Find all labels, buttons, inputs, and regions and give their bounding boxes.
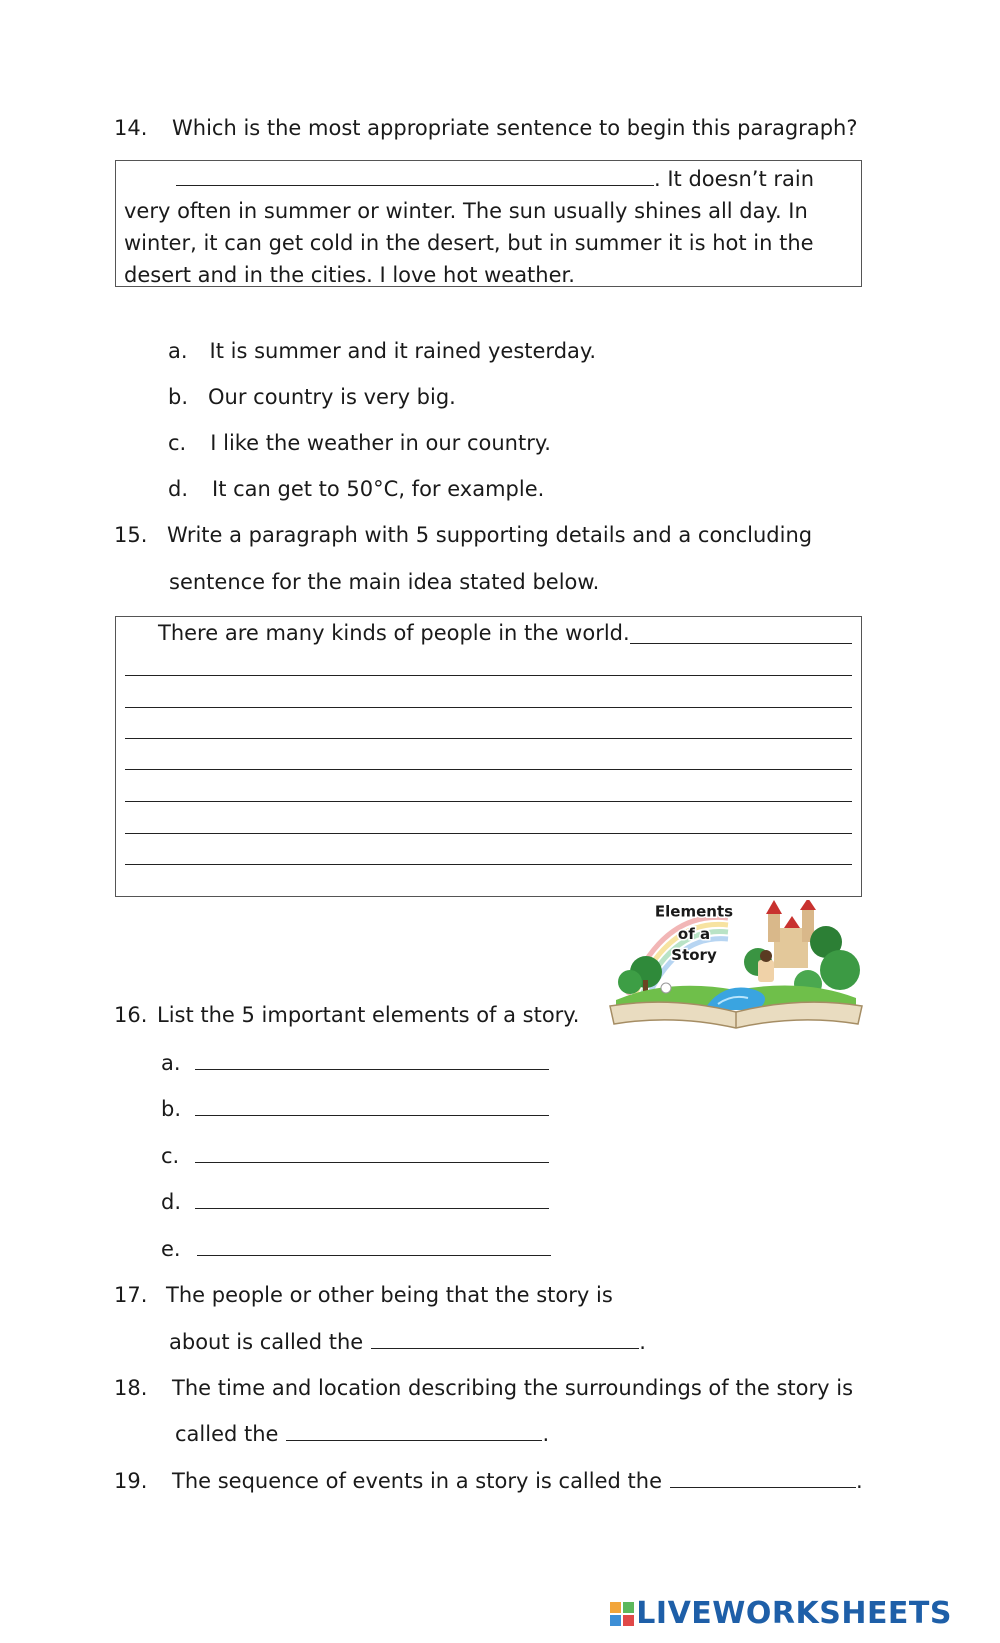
q15-writing-box <box>115 616 862 897</box>
q19-number: 19. <box>114 1469 148 1493</box>
q18-line2 <box>175 1422 549 1446</box>
illustration-title-line2: of a <box>677 925 711 943</box>
q14-paragraph-text: . It doesn’t rain very often in summer or winter. The sun usually shines all day. In winter, it can get cold in the desert, but in summer it is hot in the desert and in the cities. I love hot weather. <box>124 167 815 287</box>
q14-option-letter: d. <box>168 477 189 501</box>
q18-line2-prefix: called the <box>175 1422 279 1446</box>
q15-answer-line[interactable] <box>125 769 852 770</box>
q14-answer-blank[interactable] <box>176 167 654 186</box>
elements-of-story-illustration <box>608 900 864 1032</box>
q16-item-letter: a. <box>161 1051 181 1075</box>
q16-item-b <box>161 1097 549 1121</box>
q15-answer-line[interactable] <box>125 801 852 802</box>
q16-item-letter: b. <box>161 1097 182 1121</box>
q15-answer-line[interactable] <box>630 643 852 644</box>
q14-paragraph <box>124 163 851 291</box>
q14-option-text: It is summer and it rained yesterday. <box>209 339 597 363</box>
q14-option-d[interactable] <box>168 477 544 501</box>
q16-item-c <box>161 1144 549 1168</box>
q16-answer-blank[interactable] <box>195 1051 549 1070</box>
q18-line1: The time and location describing the surroundings of the story is <box>172 1376 854 1400</box>
q17-line1: The people or other being that the story is <box>166 1283 613 1307</box>
q18-number: 18. <box>114 1376 148 1400</box>
q16-item-letter: c. <box>161 1144 180 1168</box>
q15-main-idea: There are many kinds of people in the world. <box>158 621 630 645</box>
q17-answer-blank[interactable] <box>371 1330 639 1349</box>
q14-option-letter: c. <box>168 431 187 455</box>
q14-option-c[interactable] <box>168 431 551 455</box>
q16-item-letter: e. <box>161 1237 181 1261</box>
q16-answer-blank[interactable] <box>197 1237 551 1256</box>
q14-question: Which is the most appropriate sentence to begin this paragraph? <box>172 116 858 140</box>
q16-answer-blank[interactable] <box>195 1144 549 1163</box>
q16-item-letter: d. <box>161 1190 182 1214</box>
q16-item-d <box>161 1190 549 1214</box>
q16-answer-blank[interactable] <box>195 1190 549 1209</box>
q19-suffix: . <box>856 1469 863 1493</box>
q14-option-a[interactable] <box>168 339 596 363</box>
q15-number: 15. <box>114 523 148 547</box>
liveworksheets-brand: LIVEWORKSHEETS <box>636 1596 952 1631</box>
q19-line <box>172 1469 863 1493</box>
q15-answer-line[interactable] <box>125 675 852 676</box>
q15-answer-line[interactable] <box>125 707 852 708</box>
q14-paragraph-box <box>115 160 862 287</box>
q19-prefix: The sequence of events in a story is called the <box>172 1469 662 1493</box>
q16-number: 16. <box>114 1003 148 1027</box>
q16-question: List the 5 important elements of a story. <box>157 1003 580 1027</box>
q14-option-letter: b. <box>168 385 189 409</box>
q15-answer-line[interactable] <box>125 738 852 739</box>
q14-option-text: Our country is very big. <box>208 385 456 409</box>
q15-line1: Write a paragraph with 5 supporting details and a concluding <box>167 523 813 547</box>
q16-item-e <box>161 1237 551 1261</box>
q14-number: 14. <box>114 116 148 140</box>
illustration-title-line1: Elements <box>654 902 734 921</box>
liveworksheets-logo-icon <box>610 1602 634 1626</box>
q18-line2-suffix: . <box>542 1422 550 1446</box>
q15-line2: sentence for the main idea stated below. <box>169 570 600 594</box>
liveworksheets-logo <box>610 1596 952 1631</box>
q18-answer-blank[interactable] <box>286 1422 542 1441</box>
q17-number: 17. <box>114 1283 148 1307</box>
q16-item-a <box>161 1051 549 1075</box>
illustration-title-line3: Story <box>671 946 717 964</box>
q14-option-letter: a. <box>168 339 188 363</box>
q14-option-text: It can get to 50°C, for example. <box>212 477 545 501</box>
q14-option-text: I like the weather in our country. <box>210 431 551 455</box>
q15-answer-line[interactable] <box>125 833 852 834</box>
q17-line2-suffix: . <box>639 1330 646 1354</box>
q19-answer-blank[interactable] <box>670 1469 856 1488</box>
q15-answer-line[interactable] <box>125 864 852 865</box>
q14-option-b[interactable] <box>168 385 456 409</box>
q17-line2-prefix: about is called the <box>169 1330 364 1354</box>
q16-answer-blank[interactable] <box>195 1097 549 1116</box>
q17-line2 <box>169 1330 646 1354</box>
